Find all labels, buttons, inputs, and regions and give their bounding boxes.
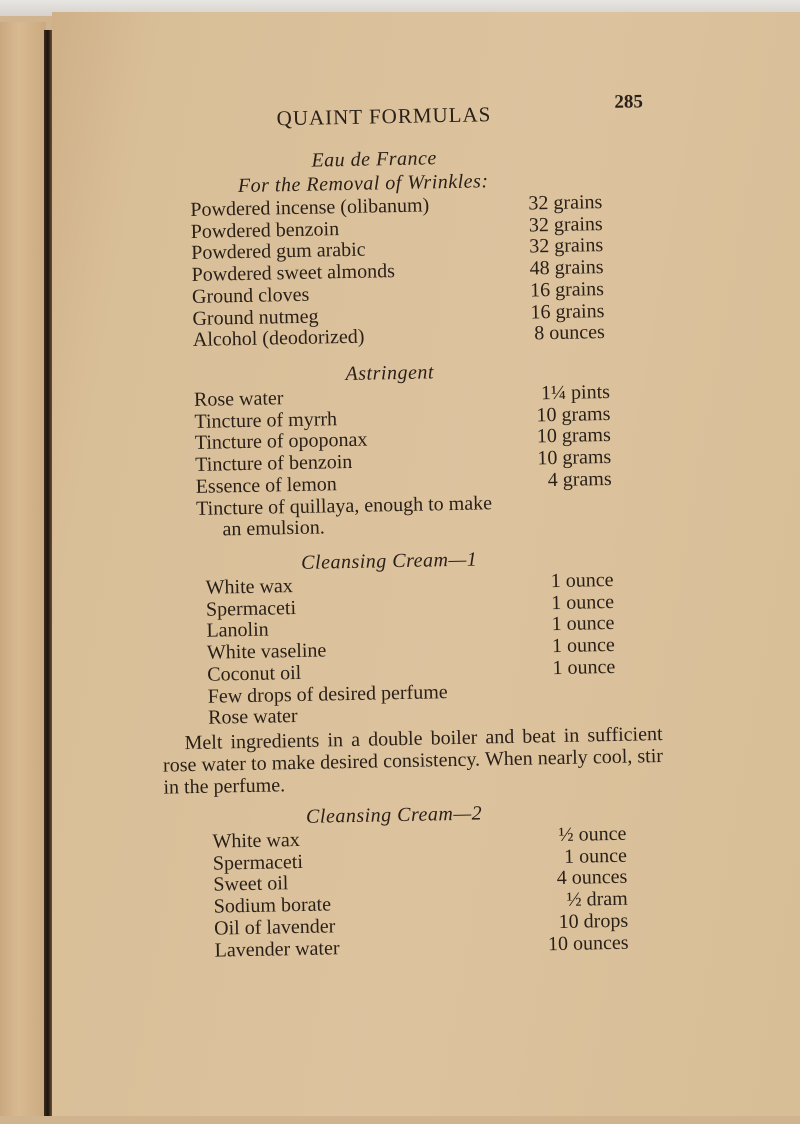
ingredient-quantity: 1 ounce xyxy=(551,613,614,636)
ingredient-quantity: 1 ounce xyxy=(551,570,614,593)
ingredient-name: Spermaceti xyxy=(213,852,303,875)
ingredient-name: Sodium borate xyxy=(214,895,332,919)
ingredient-quantity: 1 ounce xyxy=(552,657,615,680)
recipe-subtitle: For the Removal of Wrinkles: xyxy=(238,170,489,198)
ingredient-name: Powdered gum arabic xyxy=(191,240,366,265)
ingredient-quantity: 10 grams xyxy=(536,404,610,427)
ingredient-name: Tincture of benzoin xyxy=(195,452,352,477)
ingredient-list xyxy=(212,824,628,962)
ingredient-quantity: 10 ounces xyxy=(548,932,629,955)
ingredient-name: Tincture of opoponax xyxy=(195,430,368,455)
ingredient-quantity: 16 grains xyxy=(530,279,604,302)
ingredient-quantity: 32 grains xyxy=(529,214,603,237)
ingredient-name: Lavender water xyxy=(214,938,339,962)
ingredient-quantity: 1¼ pints xyxy=(541,382,610,405)
ingredient-quantity: 10 grams xyxy=(537,425,611,448)
ingredient-name: Powdered incense (olibanum) xyxy=(190,195,429,221)
ingredient-name: Ground nutmeg xyxy=(192,306,318,330)
ingredient-name: an emulsion. xyxy=(222,518,325,542)
ingredient-name: Oil of lavender xyxy=(214,916,335,940)
ingredient-list xyxy=(190,192,605,352)
ingredient-quantity: 8 ounces xyxy=(534,322,605,345)
ingredient-name: Rose water xyxy=(208,706,298,729)
ingredient-name: White vaseline xyxy=(207,641,327,665)
ingredient-quantity: 4 grams xyxy=(548,469,612,492)
ingredient-name: White wax xyxy=(205,576,293,599)
ingredient-quantity: ½ ounce xyxy=(559,824,627,847)
ingredient-quantity: 1 ounce xyxy=(552,635,615,658)
ingredient-list xyxy=(205,570,616,730)
ingredient-list xyxy=(194,382,613,542)
ingredient-name: Rose water xyxy=(194,388,284,411)
ingredient-name: Powdered sweet almonds xyxy=(191,261,395,287)
ingredient-name: Ground cloves xyxy=(192,285,310,309)
ingredient-quantity: 32 grains xyxy=(529,235,603,258)
ingredient-quantity: 10 grams xyxy=(537,447,611,470)
ingredient-name: White wax xyxy=(212,830,300,853)
ingredient-name: Few drops of desired perfume xyxy=(208,682,448,708)
ingredient-name: Lanolin xyxy=(206,620,269,643)
ingredient-name: Alcohol (deodorized) xyxy=(193,327,365,352)
recipe-title: Cleansing Cream—1 xyxy=(301,549,478,575)
ingredient-quantity: ½ dram xyxy=(566,889,627,912)
recipe-title: Cleansing Cream—2 xyxy=(306,802,483,828)
recipe-title: Eau de France xyxy=(311,147,437,172)
recipe-title: Astringent xyxy=(345,361,434,386)
ingredient-name: Coconut oil xyxy=(207,663,301,687)
ingredient-quantity: 10 drops xyxy=(558,911,628,934)
ingredient-quantity: 4 ounces xyxy=(557,867,628,890)
ingredient-quantity: 48 grains xyxy=(529,257,603,280)
ingredient-name: Tincture of myrrh xyxy=(194,409,337,433)
ingredient-quantity: 1 ounce xyxy=(564,845,627,868)
ingredient-name: Spermaceti xyxy=(206,598,296,621)
ingredient-name: Essence of lemon xyxy=(196,474,337,498)
ingredient-quantity: 16 grains xyxy=(530,301,604,324)
page-number: 285 xyxy=(614,91,643,114)
ingredient-name: Powdered benzoin xyxy=(191,219,340,244)
ingredient-quantity: 32 grains xyxy=(528,192,602,215)
ingredient-quantity: 1 ounce xyxy=(551,592,614,615)
ingredient-name: Sweet oil xyxy=(213,874,288,897)
recipe-instructions: Melt ingredients in a double boiler and beat in sufficient rose water to make desired consistency. When nearly cool, stir in the perfume. xyxy=(162,723,663,799)
running-head: QUAINT FORMULAS xyxy=(276,102,491,131)
ingredient-name: Tincture of quillaya, enough to make xyxy=(196,493,492,520)
